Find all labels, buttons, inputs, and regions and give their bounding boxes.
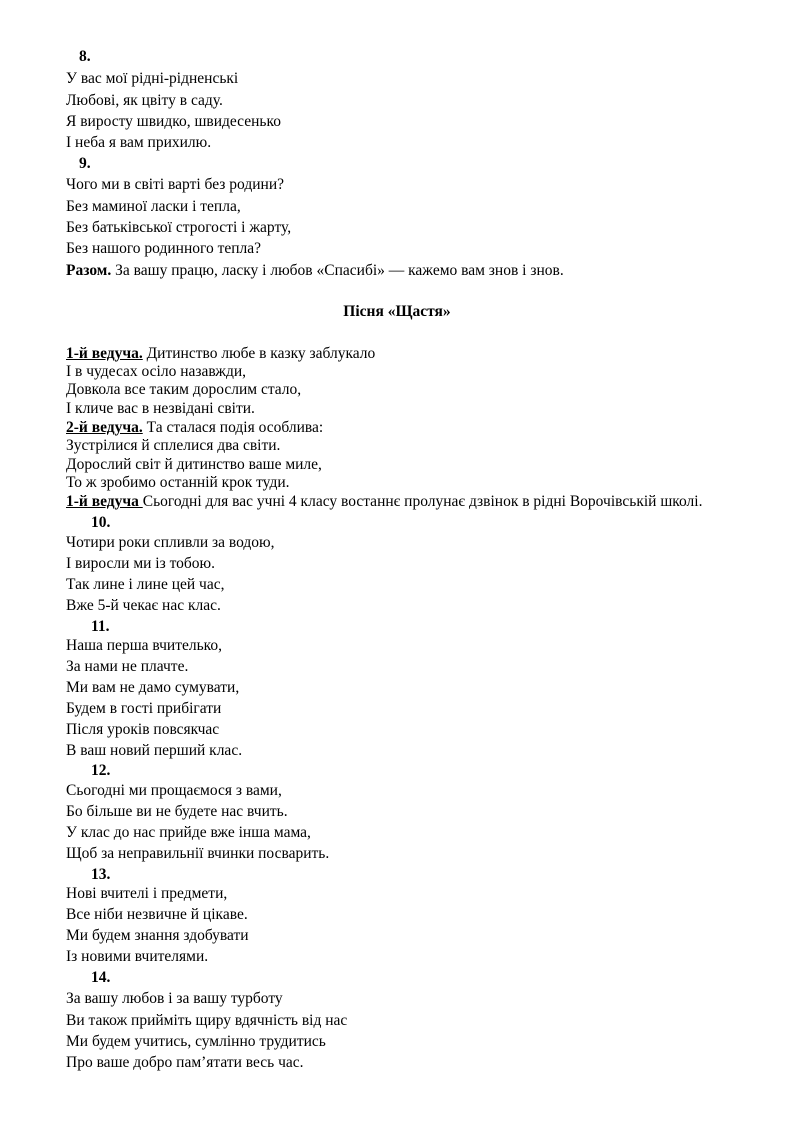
speaker-text: За вашу працю, ласку і любов «Спасибі» — кажемо вам знов і знов.: [111, 262, 564, 279]
speaker-text: Та сталася подія особлива:: [142, 419, 324, 436]
verse-line: Наша перша вчителько,: [66, 637, 223, 654]
verse-line: Нові вчителі і предмети,: [66, 885, 228, 902]
verse-number: 11.: [91, 618, 110, 635]
verse-line: Зустрілися й сплелися два світи.: [66, 437, 281, 454]
verse-line: Так лине і лине цей час,: [66, 576, 225, 593]
verse-number: 12.: [91, 762, 111, 779]
verse-line: В ваш новий перший клас.: [66, 742, 243, 759]
verse-line: І виросли ми із тобою.: [66, 555, 216, 572]
verse-number: 8.: [79, 48, 91, 65]
verse-line: Все ніби незвичне й цікаве.: [66, 906, 248, 923]
verse-line: Довкола все таким дорослим стало,: [66, 381, 302, 398]
host-line: [66, 493, 702, 511]
speaker-text: Сьогодні для вас учні 4 класу востаннє пролунає дзвінок в рідні Ворочівській школі.: [142, 493, 703, 510]
speaker-label: Разом.: [66, 262, 112, 279]
verse-number: 14.: [91, 969, 111, 986]
verse-line: Вже 5-й чекає нас клас.: [66, 597, 221, 614]
verse-line: Ми будем знання здобувати: [66, 927, 249, 944]
speaker-label: 2-й ведуча.: [66, 419, 143, 436]
verse-line: Бо більше ви не будете нас вчить.: [66, 803, 288, 820]
verse-line: Сьогодні ми прощаємося з вами,: [66, 782, 282, 799]
speaker-label: 1-й ведуча: [66, 493, 143, 510]
verse-line: За вашу любов і за вашу турботу: [66, 990, 283, 1007]
verse-line: Я виросту швидко, швидесенько: [66, 113, 281, 130]
verse-line: У клас до нас прийде вже інша мама,: [66, 824, 311, 841]
verse-line: Чого ми в світі варті без родини?: [66, 176, 284, 193]
verse-number: 13.: [91, 866, 111, 883]
verse-line: Щоб за неправильнії вчинки посварить.: [66, 845, 330, 862]
host-line: [66, 419, 323, 437]
together-line: [66, 262, 564, 280]
verse-line: Після уроків повсякчас: [66, 721, 220, 738]
verse-line: І в чудесах осіло назавжди,: [66, 363, 247, 380]
verse-line: І неба я вам прихилю.: [66, 134, 212, 151]
verse-line: Із новими вчителями.: [66, 948, 209, 965]
verse-line: Будем в гості прибігати: [66, 700, 222, 717]
verse-line: Ми будем учитись, сумлінно трудитись: [66, 1033, 326, 1050]
verse-line: Без батьківської строгості і жарту,: [66, 219, 292, 236]
speaker-text: Дитинство любе в казку заблукало: [142, 345, 376, 362]
verse-number: 10.: [91, 514, 111, 531]
song-title: Пісня «Щастя»: [343, 303, 451, 320]
verse-number: 9.: [79, 155, 91, 172]
verse-line: Про ваше добро пам’ятати весь час.: [66, 1054, 304, 1071]
verse-line: Без маминої ласки і тепла,: [66, 198, 241, 215]
verse-line: Любові, як цвіту в саду.: [66, 92, 223, 109]
host-line: [66, 345, 375, 363]
verse-line: Без нашого родинного тепла?: [66, 240, 262, 257]
verse-line: Чотири роки спливли за водою,: [66, 534, 275, 551]
verse-line: За нами не плачте.: [66, 658, 189, 675]
verse-line: Ви також прийміть щиру вдячність від нас: [66, 1012, 348, 1029]
verse-line: Ми вам не дамо сумувати,: [66, 679, 240, 696]
verse-line: Дорослий світ й дитинство ваше миле,: [66, 456, 322, 473]
verse-line: То ж зробимо останній крок туди.: [66, 474, 290, 491]
verse-line: І кличе вас в незвідані світи.: [66, 400, 255, 417]
verse-line: У вас мої рідні-рідненські: [66, 70, 239, 87]
speaker-label: 1-й ведуча.: [66, 345, 143, 362]
